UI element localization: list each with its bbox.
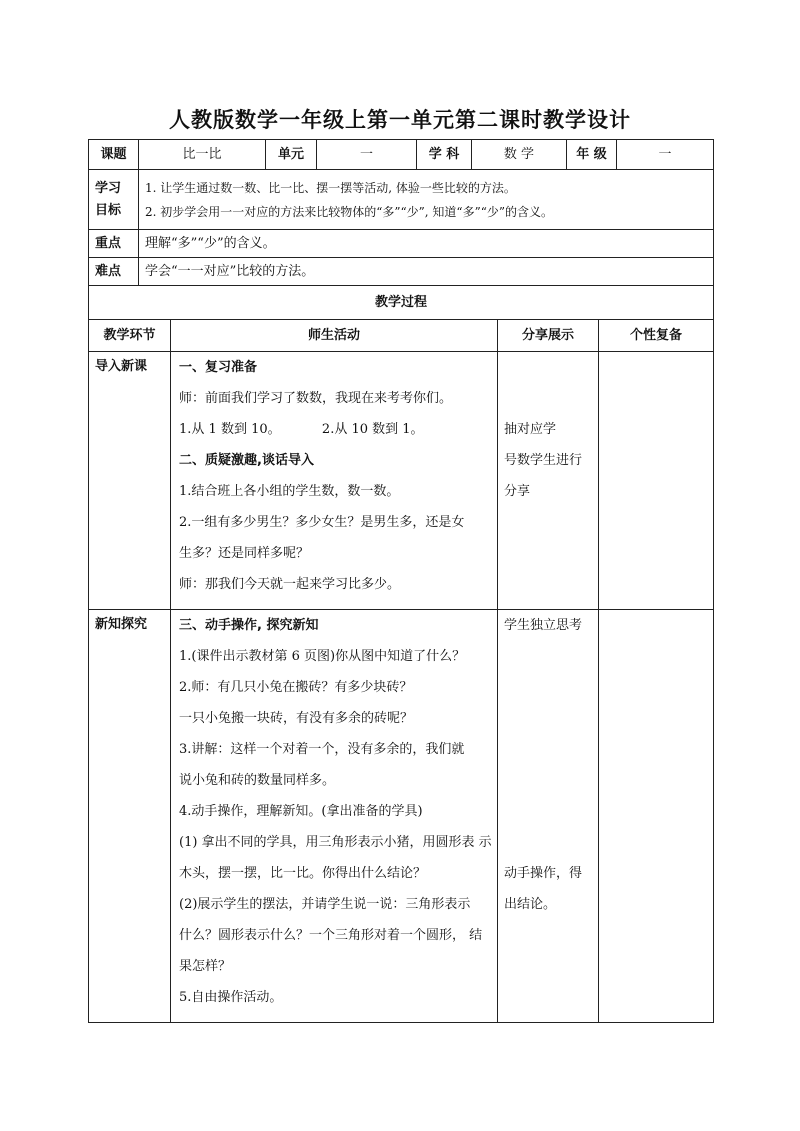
share-line: 学生独立思考 <box>504 618 583 633</box>
activity-line: 二、质疑激趣,谈话导入 <box>179 453 314 468</box>
share-line <box>498 352 598 383</box>
share-line: 分享 <box>504 484 531 499</box>
difficulty-label: 难点 <box>89 258 139 286</box>
activity-line: 1.从 1 数到 10。 2.从 10 数到 1。 <box>179 422 424 437</box>
process-table <box>88 285 714 1023</box>
activity-line: 5.自由操作活动。 <box>179 990 283 1005</box>
col-header-share: 分享展示 <box>498 320 599 352</box>
goal-item: 1. 让学生通过数一数、比一比、摆一摆等活动, 体验一些比较的方法。 <box>145 180 516 195</box>
goals-label-line2: 目标 <box>95 202 122 218</box>
share-cell <box>498 352 599 610</box>
key-point-label: 重点 <box>89 230 139 258</box>
unit-value: 一 <box>317 140 417 170</box>
col-header-stage: 教学环节 <box>89 320 171 352</box>
share-line <box>498 641 598 672</box>
share-line <box>498 383 598 414</box>
activity-line: 什么？圆形表示什么？一个三角形对着一个圆形， 结 <box>179 928 483 943</box>
goal-item: 2. 初步学会用一一对应的方法来比较物体的“多”“少”, 知道“多”“少”的含义。 <box>145 204 553 219</box>
activity-line: 4.动手操作，理解新知。(拿出准备的学具) <box>179 804 423 819</box>
table-row <box>89 610 714 1023</box>
col-header-activity: 师生活动 <box>171 320 498 352</box>
goals-content <box>139 170 714 230</box>
activity-line: (2)展示学生的摆法，并请学生说一说：三角形表示 <box>179 897 471 912</box>
topic-value: 比一比 <box>139 140 266 170</box>
table-row <box>89 352 714 610</box>
activity-line: (1) 拿出不同的学具，用三角形表示小猪，用圆形表 示 <box>179 835 492 850</box>
stage-explore: 新知探究 <box>89 610 171 1023</box>
share-line <box>498 672 598 703</box>
activity-line: 1.结合班上各小组的学生数，数一数。 <box>179 484 400 499</box>
share-line <box>498 734 598 765</box>
activity-line: 三、动手操作, 探究新知 <box>179 618 319 633</box>
goals-label <box>89 170 139 230</box>
activity-line: 木头，摆一摆，比一比。你得出什么结论？ <box>179 866 427 881</box>
subject-value: 数 学 <box>472 140 567 170</box>
activity-line: 3.讲解：这样一个对着一个，没有多余的，我们就 <box>179 742 465 757</box>
stage-intro: 导入新课 <box>89 352 171 610</box>
share-line: 号数学生进行 <box>504 453 583 468</box>
activity-line: 2.师：有几只小兔在搬砖？有多少块砖？ <box>179 680 413 695</box>
info-table <box>88 139 714 286</box>
activity-line: 果怎样？ <box>179 959 232 974</box>
activity-cell <box>171 610 498 1023</box>
grade-label: 年 级 <box>567 140 617 170</box>
activity-line: 1.(课件出示教材第 6 页图)你从图中知道了什么？ <box>179 649 466 664</box>
page-title: 人教版数学一年级上第一单元第二课时教学设计 <box>169 108 631 132</box>
share-line: 动手操作，得 <box>504 866 583 881</box>
activity-line: 说小兔和砖的数量同样多。 <box>179 773 336 788</box>
share-line <box>498 703 598 734</box>
activity-line: 师：那我们今天就一起来学习比多少。 <box>179 577 401 592</box>
key-point-text: 理解“多”“少”的含义。 <box>139 230 714 258</box>
unit-label: 单元 <box>266 140 317 170</box>
col-header-notes: 个性复备 <box>599 320 714 352</box>
activity-line: 生多？还是同样多呢？ <box>179 546 310 561</box>
activity-line: 2.一组有多少男生？多少女生？是男生多，还是女 <box>179 515 465 530</box>
activity-cell <box>171 352 498 610</box>
grade-value: 一 <box>617 140 714 170</box>
share-line <box>498 827 598 858</box>
topic-label: 课题 <box>89 140 139 170</box>
process-heading: 教学过程 <box>89 286 714 320</box>
share-line: 抽对应学 <box>504 422 557 437</box>
notes-cell <box>599 352 714 610</box>
goals-label-line1: 学习 <box>95 180 122 196</box>
notes-cell <box>599 610 714 1023</box>
subject-label: 学 科 <box>417 140 472 170</box>
share-line: 出结论。 <box>504 897 557 912</box>
share-line <box>498 796 598 827</box>
share-line <box>498 765 598 796</box>
activity-line: 一只小兔搬一块砖，有没有多余的砖呢？ <box>179 711 414 726</box>
share-cell <box>498 610 599 1023</box>
difficulty-text: 学会“一一对应”比较的方法。 <box>139 258 714 286</box>
activity-line: 一、复习准备 <box>179 360 258 375</box>
activity-line: 师：前面我们学习了数数，我现在来考考你们。 <box>179 391 453 406</box>
